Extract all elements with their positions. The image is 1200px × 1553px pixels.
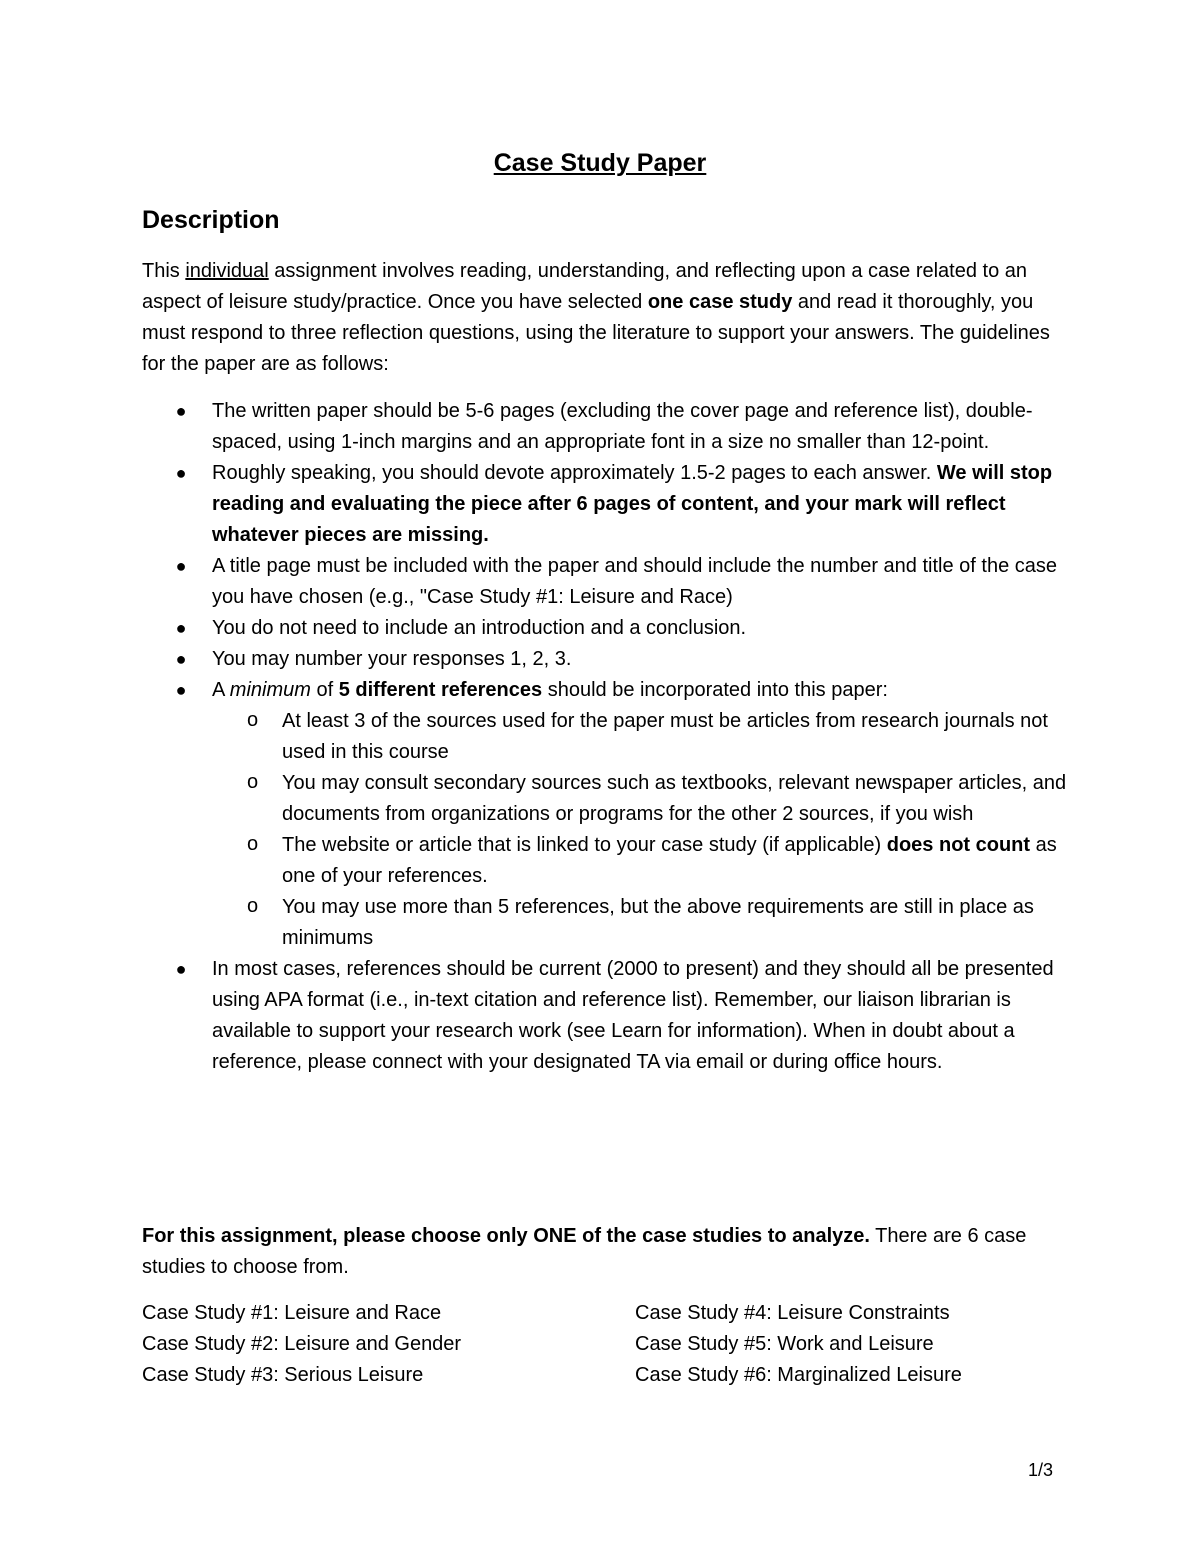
references-sublist: [212, 706, 1072, 954]
sub-list-item: o The website or article that is linked to your case study (if applicable) does not count as one of your references.: [212, 830, 1072, 892]
circle-bullet-icon: o: [247, 709, 259, 731]
bullet-dot-icon: ●: [175, 463, 187, 483]
list-item: ● A title page must be included with the paper and should include the number and title of the case you have chosen (e.g., "Case Study #1: Leisure and Race): [142, 551, 1072, 613]
list-item: ● You do not need to include an introduction and a conclusion.: [142, 613, 1072, 644]
list-item: ● In most cases, references should be current (2000 to present) and they should all be presented using APA format (i.e., in-text citation and reference list). Remember, our liaison librarian is available to support your research work (see Learn for information). When in doubt about a reference, please connect with your designated TA via email or during office hours.: [142, 954, 1072, 1078]
circle-bullet-icon: o: [247, 833, 259, 855]
case-study-item: Case Study #6: Marginalized Leisure: [635, 1364, 962, 1386]
section-heading: Description: [142, 206, 280, 234]
sub-list-item: o You may use more than 5 references, but the above requirements are still in place as minimums: [212, 892, 1072, 954]
case-study-item: Case Study #2: Leisure and Gender: [142, 1333, 462, 1355]
case-study-item: Case Study #5: Work and Leisure: [635, 1333, 934, 1355]
sub-list-item: o You may consult secondary sources such as textbooks, relevant newspaper articles, and documents from organizations or programs for the other 2 sources, if you wish: [212, 768, 1072, 830]
case-study-item: Case Study #1: Leisure and Race: [142, 1302, 442, 1324]
circle-bullet-icon: o: [247, 895, 259, 917]
case-study-item: Case Study #3: Serious Leisure: [142, 1364, 424, 1386]
guidelines-list: [142, 396, 1072, 1078]
bullet-dot-icon: ●: [175, 680, 187, 700]
bullet-dot-icon: ●: [175, 959, 187, 979]
choose-paragraph: For this assignment, please choose only ONE of the case studies to analyze. There are 6 case studies to choose from.: [142, 1225, 1027, 1278]
list-item: ● A minimum of 5 different references should be incorporated into this paper: o At least 3 of the sources used for the paper must be articles from research journals not used in this course o You may consult secondary sources such as textbooks, relevant newspaper articles, and documents from organizations or programs for the other 2 sources, if you wish o The website or article that is linked to your case study (if applicable) does not count as one of your references. o You may use more than 5 references, but the above requirements are still in place as minimums: [142, 675, 1072, 954]
list-item: ● Roughly speaking, you should devote approximately 1.5-2 pages to each answer. We will stop reading and evaluating the piece after 6 pages of content, and your mark will reflect whatever pieces are missing.: [142, 458, 1072, 551]
list-item: ● You may number your responses 1, 2, 3.: [142, 644, 1072, 675]
case-study-item: Case Study #4: Leisure Constraints: [635, 1302, 950, 1324]
emphasis-one-case-study: one case study: [647, 291, 793, 313]
emphasis-individual: individual: [185, 260, 269, 282]
case-column-right: [635, 1298, 962, 1391]
page-number: 1/3: [1028, 1460, 1054, 1480]
intro-paragraph: This individual assignment involves reading, understanding, and reflecting upon a case related to an aspect of leisure study/practice. Once you have selected one case study and read it thoroughly, you must respond to three reflection questions, using the literature to support your answers. The guidelines for the paper are as follows:: [142, 260, 1050, 375]
page-title: Case Study Paper: [493, 149, 707, 177]
bullet-dot-icon: ●: [175, 401, 187, 421]
bullet-dot-icon: ●: [175, 556, 187, 576]
bullet-dot-icon: ●: [175, 618, 187, 638]
bullet-dot-icon: ●: [175, 649, 187, 669]
sub-list-item: o At least 3 of the sources used for the paper must be articles from research journals not used in this course: [212, 706, 1072, 768]
case-column-left: [142, 1298, 461, 1391]
circle-bullet-icon: o: [247, 771, 259, 793]
list-item: ● The written paper should be 5-6 pages (excluding the cover page and reference list), double-spaced, using 1-inch margins and an appropriate font in a size no smaller than 12-point.: [142, 396, 1072, 458]
